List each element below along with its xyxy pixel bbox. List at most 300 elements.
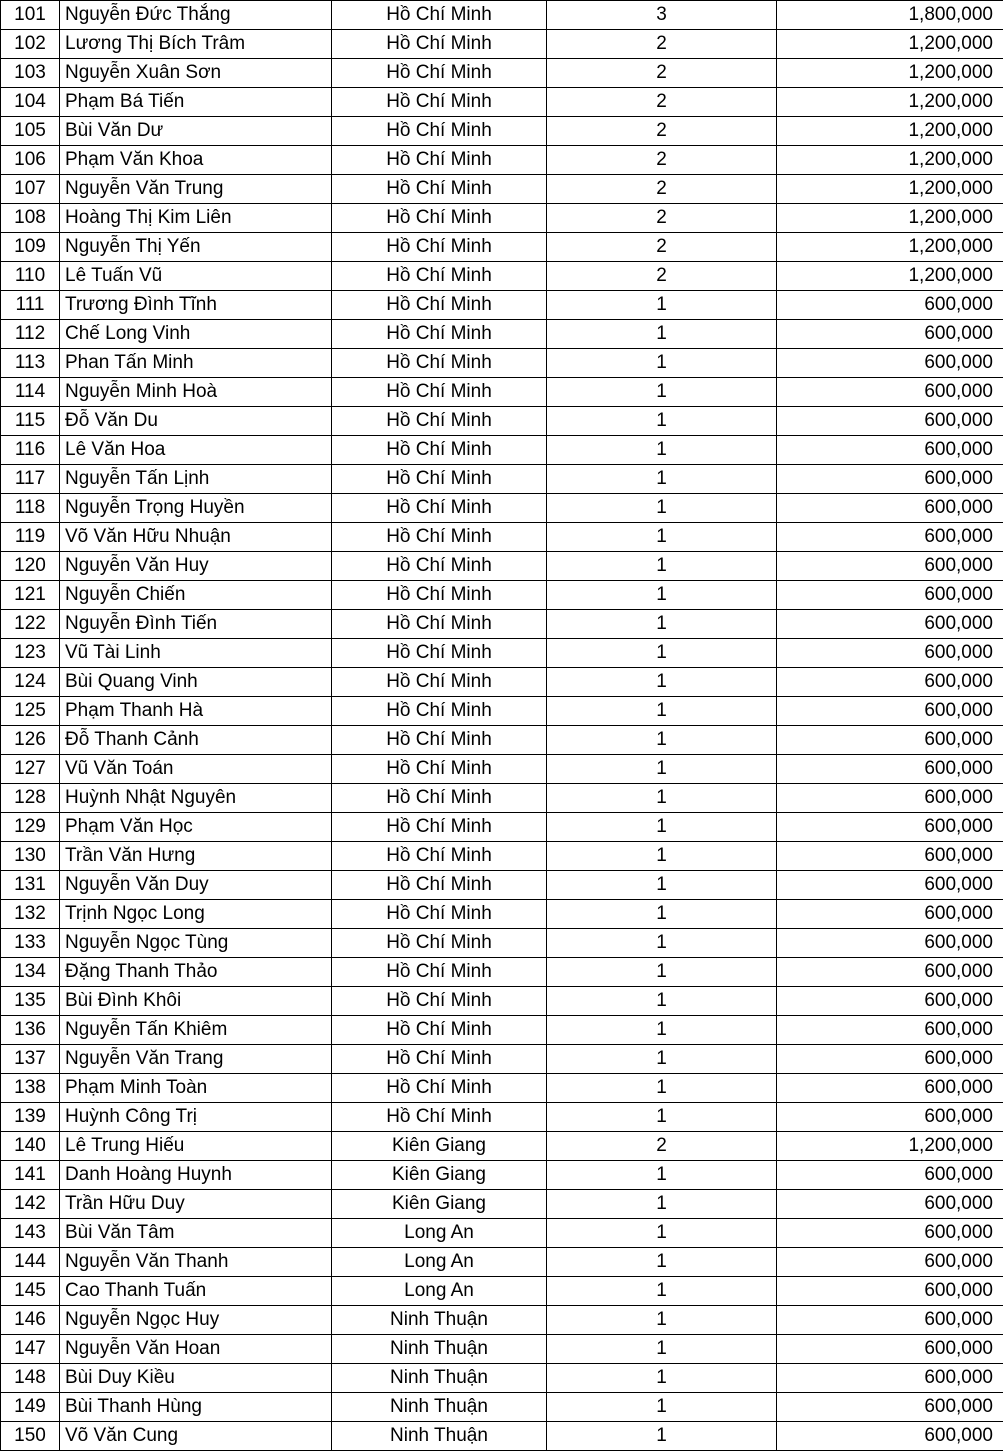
amount-cell: 600,000 (777, 1364, 1003, 1393)
name-cell: Lương Thị Bích Trâm (60, 30, 332, 59)
row-number-cell: 143 (1, 1219, 60, 1248)
table-row (1, 233, 1003, 262)
province-cell: Ninh Thuận (332, 1306, 547, 1335)
province-cell: Hồ Chí Minh (332, 726, 547, 755)
name-cell: Nguyễn Tấn Lịnh (60, 465, 332, 494)
name-cell: Nguyễn Ngọc Huy (60, 1306, 332, 1335)
row-number-cell: 142 (1, 1190, 60, 1219)
row-number-cell: 106 (1, 146, 60, 175)
row-number-cell: 126 (1, 726, 60, 755)
province-cell: Hồ Chí Minh (332, 233, 547, 262)
name-cell: Phạm Minh Toàn (60, 1074, 332, 1103)
quantity-cell: 1 (547, 1219, 777, 1248)
province-cell: Hồ Chí Minh (332, 1103, 547, 1132)
amount-cell: 600,000 (777, 1103, 1003, 1132)
row-number-cell: 114 (1, 378, 60, 407)
province-cell: Hồ Chí Minh (332, 871, 547, 900)
table-row (1, 204, 1003, 233)
name-cell: Bùi Đình Khôi (60, 987, 332, 1016)
province-cell: Hồ Chí Minh (332, 175, 547, 204)
quantity-cell: 1 (547, 813, 777, 842)
amount-cell: 600,000 (777, 610, 1003, 639)
row-number-cell: 113 (1, 349, 60, 378)
province-cell: Hồ Chí Minh (332, 929, 547, 958)
province-cell: Hồ Chí Minh (332, 59, 547, 88)
row-number-cell: 117 (1, 465, 60, 494)
table-row (1, 784, 1003, 813)
name-cell: Nguyễn Văn Duy (60, 871, 332, 900)
province-cell: Hồ Chí Minh (332, 494, 547, 523)
quantity-cell: 1 (547, 407, 777, 436)
name-cell: Phạm Thanh Hà (60, 697, 332, 726)
name-cell: Đỗ Thanh Cảnh (60, 726, 332, 755)
name-cell: Huỳnh Công Trị (60, 1103, 332, 1132)
name-cell: Bùi Duy Kiều (60, 1364, 332, 1393)
amount-cell: 600,000 (777, 465, 1003, 494)
table-row (1, 552, 1003, 581)
province-cell: Hồ Chí Minh (332, 407, 547, 436)
table-row (1, 1335, 1003, 1364)
name-cell: Cao Thanh Tuấn (60, 1277, 332, 1306)
province-cell: Kiên Giang (332, 1190, 547, 1219)
amount-cell: 600,000 (777, 1335, 1003, 1364)
quantity-cell: 1 (547, 1103, 777, 1132)
amount-cell: 600,000 (777, 1161, 1003, 1190)
row-number-cell: 119 (1, 523, 60, 552)
table-row (1, 523, 1003, 552)
name-cell: Danh Hoàng Huynh (60, 1161, 332, 1190)
table-row (1, 1219, 1003, 1248)
table-row (1, 958, 1003, 987)
province-cell: Ninh Thuận (332, 1335, 547, 1364)
name-cell: Nguyễn Tấn Khiêm (60, 1016, 332, 1045)
table-row (1, 494, 1003, 523)
amount-cell: 600,000 (777, 1422, 1003, 1451)
quantity-cell: 2 (547, 262, 777, 291)
table-row (1, 581, 1003, 610)
table-body (1, 1, 1003, 1451)
name-cell: Nguyễn Văn Thanh (60, 1248, 332, 1277)
amount-cell: 600,000 (777, 291, 1003, 320)
name-cell: Trần Văn Hưng (60, 842, 332, 871)
quantity-cell: 2 (547, 146, 777, 175)
table-row (1, 755, 1003, 784)
amount-cell: 600,000 (777, 987, 1003, 1016)
row-number-cell: 128 (1, 784, 60, 813)
row-number-cell: 108 (1, 204, 60, 233)
row-number-cell: 133 (1, 929, 60, 958)
table-row (1, 1393, 1003, 1422)
quantity-cell: 1 (547, 871, 777, 900)
province-cell: Hồ Chí Minh (332, 581, 547, 610)
table-row (1, 1074, 1003, 1103)
amount-cell: 600,000 (777, 813, 1003, 842)
quantity-cell: 1 (547, 755, 777, 784)
table-row (1, 349, 1003, 378)
row-number-cell: 135 (1, 987, 60, 1016)
amount-cell: 600,000 (777, 407, 1003, 436)
name-cell: Nguyễn Văn Trung (60, 175, 332, 204)
province-cell: Kiên Giang (332, 1161, 547, 1190)
quantity-cell: 1 (547, 639, 777, 668)
province-cell: Hồ Chí Minh (332, 378, 547, 407)
table-row (1, 1277, 1003, 1306)
row-number-cell: 121 (1, 581, 60, 610)
province-cell: Hồ Chí Minh (332, 291, 547, 320)
name-cell: Hoàng Thị Kim Liên (60, 204, 332, 233)
table-row (1, 1103, 1003, 1132)
quantity-cell: 3 (547, 1, 777, 30)
quantity-cell: 2 (547, 175, 777, 204)
table-row (1, 59, 1003, 88)
quantity-cell: 1 (547, 1335, 777, 1364)
province-cell: Hồ Chí Minh (332, 1074, 547, 1103)
province-cell: Hồ Chí Minh (332, 900, 547, 929)
quantity-cell: 1 (547, 349, 777, 378)
quantity-cell: 2 (547, 30, 777, 59)
quantity-cell: 1 (547, 668, 777, 697)
row-number-cell: 105 (1, 117, 60, 146)
name-cell: Vũ Tài Linh (60, 639, 332, 668)
quantity-cell: 1 (547, 523, 777, 552)
amount-cell: 600,000 (777, 1016, 1003, 1045)
quantity-cell: 1 (547, 581, 777, 610)
amount-cell: 600,000 (777, 1219, 1003, 1248)
name-cell: Nguyễn Đức Thắng (60, 1, 332, 30)
quantity-cell: 1 (547, 552, 777, 581)
table-row (1, 436, 1003, 465)
province-cell: Hồ Chí Minh (332, 668, 547, 697)
table-row (1, 871, 1003, 900)
row-number-cell: 130 (1, 842, 60, 871)
name-cell: Bùi Quang Vinh (60, 668, 332, 697)
amount-cell: 1,200,000 (777, 117, 1003, 146)
quantity-cell: 1 (547, 320, 777, 349)
amount-cell: 1,200,000 (777, 262, 1003, 291)
quantity-cell: 1 (547, 610, 777, 639)
name-cell: Nguyễn Văn Hoan (60, 1335, 332, 1364)
name-cell: Trương Đình Tĩnh (60, 291, 332, 320)
row-number-cell: 134 (1, 958, 60, 987)
table-row (1, 726, 1003, 755)
table-row (1, 146, 1003, 175)
name-cell: Vũ Văn Toán (60, 755, 332, 784)
province-cell: Hồ Chí Minh (332, 320, 547, 349)
row-number-cell: 118 (1, 494, 60, 523)
quantity-cell: 1 (547, 1074, 777, 1103)
amount-cell: 600,000 (777, 1045, 1003, 1074)
table-row (1, 465, 1003, 494)
quantity-cell: 1 (547, 784, 777, 813)
row-number-cell: 141 (1, 1161, 60, 1190)
quantity-cell: 1 (547, 436, 777, 465)
row-number-cell: 122 (1, 610, 60, 639)
quantity-cell: 1 (547, 291, 777, 320)
quantity-cell: 2 (547, 233, 777, 262)
quantity-cell: 1 (547, 1190, 777, 1219)
row-number-cell: 112 (1, 320, 60, 349)
row-number-cell: 111 (1, 291, 60, 320)
province-cell: Long An (332, 1219, 547, 1248)
name-cell: Phạm Văn Khoa (60, 146, 332, 175)
name-cell: Lê Tuấn Vũ (60, 262, 332, 291)
name-cell: Phan Tấn Minh (60, 349, 332, 378)
name-cell: Trần Hữu Duy (60, 1190, 332, 1219)
name-cell: Nguyễn Xuân Sơn (60, 59, 332, 88)
province-cell: Hồ Chí Minh (332, 88, 547, 117)
quantity-cell: 1 (547, 1422, 777, 1451)
amount-cell: 600,000 (777, 320, 1003, 349)
table-row (1, 1306, 1003, 1335)
name-cell: Nguyễn Đình Tiến (60, 610, 332, 639)
amount-cell: 1,200,000 (777, 175, 1003, 204)
amount-cell: 1,200,000 (777, 233, 1003, 262)
name-cell: Nguyễn Ngọc Tùng (60, 929, 332, 958)
quantity-cell: 1 (547, 929, 777, 958)
name-cell: Trịnh Ngọc Long (60, 900, 332, 929)
province-cell: Hồ Chí Minh (332, 784, 547, 813)
table-row (1, 697, 1003, 726)
table-row (1, 987, 1003, 1016)
quantity-cell: 2 (547, 59, 777, 88)
table-row (1, 842, 1003, 871)
quantity-cell: 2 (547, 1132, 777, 1161)
row-number-cell: 101 (1, 1, 60, 30)
amount-cell: 600,000 (777, 929, 1003, 958)
province-cell: Ninh Thuận (332, 1422, 547, 1451)
province-cell: Hồ Chí Minh (332, 262, 547, 291)
amount-cell: 600,000 (777, 900, 1003, 929)
province-cell: Long An (332, 1248, 547, 1277)
table-row (1, 1132, 1003, 1161)
row-number-cell: 115 (1, 407, 60, 436)
row-number-cell: 147 (1, 1335, 60, 1364)
province-cell: Hồ Chí Minh (332, 30, 547, 59)
row-number-cell: 109 (1, 233, 60, 262)
table-row (1, 262, 1003, 291)
province-cell: Hồ Chí Minh (332, 146, 547, 175)
row-number-cell: 150 (1, 1422, 60, 1451)
province-cell: Hồ Chí Minh (332, 610, 547, 639)
name-cell: Nguyễn Văn Trang (60, 1045, 332, 1074)
row-number-cell: 107 (1, 175, 60, 204)
amount-cell: 600,000 (777, 494, 1003, 523)
amount-cell: 600,000 (777, 755, 1003, 784)
table-row (1, 291, 1003, 320)
amount-cell: 600,000 (777, 958, 1003, 987)
amount-cell: 1,200,000 (777, 30, 1003, 59)
amount-cell: 600,000 (777, 784, 1003, 813)
name-cell: Phạm Văn Học (60, 813, 332, 842)
row-number-cell: 116 (1, 436, 60, 465)
quantity-cell: 1 (547, 1306, 777, 1335)
amount-cell: 600,000 (777, 668, 1003, 697)
quantity-cell: 1 (547, 1277, 777, 1306)
table-row (1, 407, 1003, 436)
amount-cell: 1,200,000 (777, 1132, 1003, 1161)
row-number-cell: 139 (1, 1103, 60, 1132)
table-row (1, 610, 1003, 639)
name-cell: Nguyễn Trọng Huyền (60, 494, 332, 523)
quantity-cell: 1 (547, 900, 777, 929)
row-number-cell: 146 (1, 1306, 60, 1335)
amount-cell: 600,000 (777, 349, 1003, 378)
row-number-cell: 149 (1, 1393, 60, 1422)
quantity-cell: 1 (547, 726, 777, 755)
name-cell: Nguyễn Văn Huy (60, 552, 332, 581)
table-row (1, 117, 1003, 146)
amount-cell: 1,200,000 (777, 88, 1003, 117)
table-row (1, 929, 1003, 958)
row-number-cell: 125 (1, 697, 60, 726)
table-row (1, 1, 1003, 30)
province-cell: Hồ Chí Minh (332, 465, 547, 494)
amount-cell: 600,000 (777, 871, 1003, 900)
row-number-cell: 138 (1, 1074, 60, 1103)
row-number-cell: 145 (1, 1277, 60, 1306)
table-row (1, 1364, 1003, 1393)
province-cell: Hồ Chí Minh (332, 552, 547, 581)
table-row (1, 1016, 1003, 1045)
amount-cell: 600,000 (777, 523, 1003, 552)
row-number-cell: 144 (1, 1248, 60, 1277)
row-number-cell: 131 (1, 871, 60, 900)
province-cell: Long An (332, 1277, 547, 1306)
name-cell: Võ Văn Hữu Nhuận (60, 523, 332, 552)
province-cell: Hồ Chí Minh (332, 958, 547, 987)
amount-cell: 600,000 (777, 697, 1003, 726)
quantity-cell: 1 (547, 987, 777, 1016)
quantity-cell: 1 (547, 1393, 777, 1422)
name-cell: Huỳnh Nhật Nguyên (60, 784, 332, 813)
table-row (1, 175, 1003, 204)
quantity-cell: 1 (547, 1016, 777, 1045)
name-cell: Nguyễn Minh Hoà (60, 378, 332, 407)
province-cell: Hồ Chí Minh (332, 1, 547, 30)
amount-cell: 600,000 (777, 1306, 1003, 1335)
amount-cell: 600,000 (777, 1393, 1003, 1422)
name-cell: Bùi Thanh Hùng (60, 1393, 332, 1422)
province-cell: Hồ Chí Minh (332, 987, 547, 1016)
quantity-cell: 1 (547, 1161, 777, 1190)
province-cell: Ninh Thuận (332, 1364, 547, 1393)
name-cell: Nguyễn Thị Yến (60, 233, 332, 262)
amount-cell: 1,800,000 (777, 1, 1003, 30)
province-cell: Ninh Thuận (332, 1393, 547, 1422)
province-cell: Hồ Chí Minh (332, 755, 547, 784)
province-cell: Hồ Chí Minh (332, 523, 547, 552)
province-cell: Hồ Chí Minh (332, 697, 547, 726)
quantity-cell: 1 (547, 465, 777, 494)
province-cell: Hồ Chí Minh (332, 639, 547, 668)
name-cell: Bùi Văn Tâm (60, 1219, 332, 1248)
table-row (1, 1422, 1003, 1451)
province-cell: Hồ Chí Minh (332, 842, 547, 871)
row-number-cell: 120 (1, 552, 60, 581)
row-number-cell: 127 (1, 755, 60, 784)
row-number-cell: 104 (1, 88, 60, 117)
quantity-cell: 1 (547, 1364, 777, 1393)
table-row (1, 668, 1003, 697)
amount-cell: 600,000 (777, 581, 1003, 610)
row-number-cell: 124 (1, 668, 60, 697)
name-cell: Lê Trung Hiếu (60, 1132, 332, 1161)
name-cell: Nguyễn Chiến (60, 581, 332, 610)
quantity-cell: 2 (547, 204, 777, 233)
row-number-cell: 123 (1, 639, 60, 668)
row-number-cell: 102 (1, 30, 60, 59)
province-cell: Hồ Chí Minh (332, 349, 547, 378)
amount-cell: 1,200,000 (777, 204, 1003, 233)
row-number-cell: 110 (1, 262, 60, 291)
table-row (1, 813, 1003, 842)
amount-cell: 1,200,000 (777, 146, 1003, 175)
amount-cell: 600,000 (777, 436, 1003, 465)
table-row (1, 900, 1003, 929)
name-cell: Võ Văn Cung (60, 1422, 332, 1451)
amount-cell: 1,200,000 (777, 59, 1003, 88)
amount-cell: 600,000 (777, 1074, 1003, 1103)
table-row (1, 320, 1003, 349)
table-row (1, 1045, 1003, 1074)
name-cell: Đỗ Văn Du (60, 407, 332, 436)
amount-cell: 600,000 (777, 726, 1003, 755)
table-row (1, 88, 1003, 117)
amount-cell: 600,000 (777, 842, 1003, 871)
quantity-cell: 1 (547, 494, 777, 523)
quantity-cell: 1 (547, 697, 777, 726)
name-cell: Bùi Văn Dư (60, 117, 332, 146)
quantity-cell: 1 (547, 958, 777, 987)
name-cell: Lê Văn Hoa (60, 436, 332, 465)
amount-cell: 600,000 (777, 1190, 1003, 1219)
table-row (1, 1190, 1003, 1219)
province-cell: Hồ Chí Minh (332, 117, 547, 146)
province-cell: Hồ Chí Minh (332, 1016, 547, 1045)
table-row (1, 30, 1003, 59)
quantity-cell: 1 (547, 1248, 777, 1277)
row-number-cell: 129 (1, 813, 60, 842)
row-number-cell: 148 (1, 1364, 60, 1393)
row-number-cell: 140 (1, 1132, 60, 1161)
amount-cell: 600,000 (777, 1277, 1003, 1306)
province-cell: Kiên Giang (332, 1132, 547, 1161)
name-cell: Phạm Bá Tiến (60, 88, 332, 117)
province-cell: Hồ Chí Minh (332, 813, 547, 842)
province-cell: Hồ Chí Minh (332, 436, 547, 465)
row-number-cell: 136 (1, 1016, 60, 1045)
quantity-cell: 1 (547, 842, 777, 871)
quantity-cell: 1 (547, 378, 777, 407)
amount-cell: 600,000 (777, 378, 1003, 407)
name-cell: Đặng Thanh Thảo (60, 958, 332, 987)
table-row (1, 1161, 1003, 1190)
quantity-cell: 1 (547, 1045, 777, 1074)
table-row (1, 378, 1003, 407)
quantity-cell: 2 (547, 88, 777, 117)
amount-cell: 600,000 (777, 552, 1003, 581)
row-number-cell: 103 (1, 59, 60, 88)
name-cell: Chế Long Vinh (60, 320, 332, 349)
quantity-cell: 2 (547, 117, 777, 146)
row-number-cell: 132 (1, 900, 60, 929)
table-row (1, 1248, 1003, 1277)
amount-cell: 600,000 (777, 639, 1003, 668)
amount-cell: 600,000 (777, 1248, 1003, 1277)
province-cell: Hồ Chí Minh (332, 204, 547, 233)
row-number-cell: 137 (1, 1045, 60, 1074)
province-cell: Hồ Chí Minh (332, 1045, 547, 1074)
